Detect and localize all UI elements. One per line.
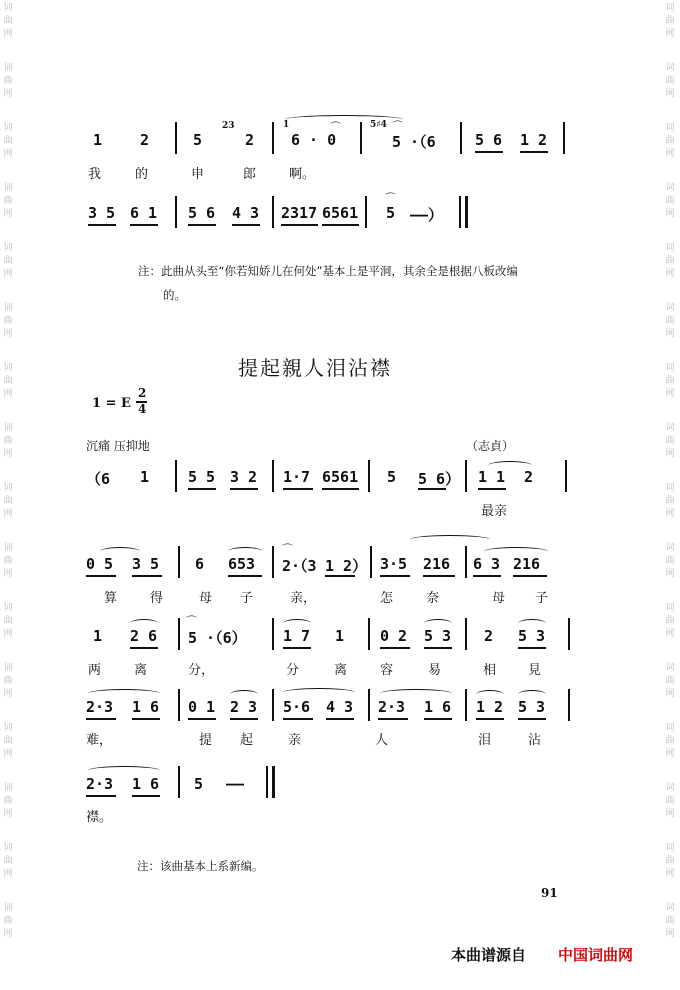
note: 5: [387, 468, 397, 486]
watermark-text: 词 曲 网: [665, 723, 675, 759]
watermark-text: 词 曲 网: [665, 783, 675, 819]
watermark-text: 词 曲 网: [665, 483, 675, 519]
barline: [175, 460, 177, 492]
watermark-text: 词 曲 网: [3, 543, 13, 579]
note: 3 5: [88, 204, 116, 222]
barline: [368, 460, 370, 492]
barline: [272, 546, 274, 578]
watermark-text: 词 曲 网: [3, 363, 13, 399]
underline: [424, 647, 452, 649]
song-title: 提起親人泪沾襟: [238, 356, 392, 380]
underline: [86, 718, 116, 720]
lyric: 的: [135, 167, 149, 182]
watermark-text: 词 曲 网: [665, 663, 675, 699]
note: 1 2: [520, 131, 548, 149]
watermark-text: 词 曲 网: [3, 483, 13, 519]
note: 0 5: [86, 555, 114, 573]
note: 653: [228, 555, 256, 573]
underline: [132, 718, 160, 720]
lyric: 郎: [243, 167, 257, 182]
slur: [424, 619, 452, 628]
lyric: 襟。: [86, 810, 113, 825]
underline: [86, 575, 116, 577]
slur: [518, 619, 546, 628]
note: 3 2: [230, 468, 258, 486]
note: 6: [195, 555, 205, 573]
underline: [281, 224, 318, 226]
watermark-text: 词 曲 网: [3, 663, 13, 699]
note: 1 6: [132, 775, 160, 793]
underline: [380, 575, 410, 577]
note: 5 6: [188, 204, 216, 222]
time-numerator: 2: [138, 386, 147, 400]
slur: [283, 688, 355, 697]
barline: [568, 689, 570, 721]
underline: [132, 795, 160, 797]
watermark-text: 词 曲 网: [3, 3, 13, 39]
barline: [272, 122, 274, 154]
note: 1: [335, 627, 345, 645]
watermark-text: 词 曲 网: [665, 183, 675, 219]
page-number: 91: [541, 886, 558, 900]
note: 6 1: [130, 204, 158, 222]
underline: [228, 575, 262, 577]
barline: [565, 460, 567, 492]
note: 5 5: [188, 468, 216, 486]
watermark-text: 词 曲 网: [3, 723, 13, 759]
underline: [378, 718, 408, 720]
barline: [368, 689, 370, 721]
fermata-icon: ⌒: [385, 192, 396, 205]
underline: [513, 575, 547, 577]
barline: [272, 196, 274, 228]
underline: [130, 647, 158, 649]
note: 5: [386, 204, 396, 222]
slur: [285, 115, 403, 124]
slur: [518, 690, 546, 699]
barline: [465, 618, 467, 650]
underline: [88, 224, 116, 226]
note: 1 6: [424, 698, 452, 716]
tempo-marking: 沉痛 压抑地: [86, 439, 150, 453]
watermark-text: 词 曲 网: [665, 903, 675, 939]
barline: [563, 122, 565, 154]
lyric: 我: [88, 167, 102, 182]
note: 2·3: [86, 775, 114, 793]
slur: [484, 547, 548, 556]
slur: [88, 766, 160, 775]
note: 5: [193, 131, 203, 149]
slur: [230, 690, 258, 699]
note: 216: [423, 555, 451, 573]
fermata-icon: ⌒: [392, 120, 403, 133]
note: 3·5: [380, 555, 408, 573]
fermata-icon: ⌒: [282, 543, 293, 556]
note: 2: [140, 131, 150, 149]
underline: [188, 718, 216, 720]
note: 1 1: [478, 468, 506, 486]
underline: [283, 488, 313, 490]
note: 1 2: [476, 698, 504, 716]
watermark-text: 词 曲 网: [3, 423, 13, 459]
note: ——: [226, 775, 245, 793]
watermark-text: 词 曲 网: [665, 243, 675, 279]
underline: [188, 488, 216, 490]
barline: [465, 460, 467, 492]
underline: [230, 488, 258, 490]
note: 2 6: [130, 627, 158, 645]
note: 1·7: [283, 468, 311, 486]
underline: [86, 795, 116, 797]
barline: [365, 196, 367, 228]
slur: [88, 689, 160, 698]
watermark-text: 词 曲 网: [3, 603, 13, 639]
underline: [518, 718, 546, 720]
watermark-text: 词 曲 网: [3, 63, 13, 99]
underline: [130, 224, 158, 226]
final-barline: [272, 766, 275, 798]
watermark-text: 词 曲 网: [665, 543, 675, 579]
note: 2: [524, 468, 534, 486]
underline: [418, 488, 446, 490]
watermark-text: 词 曲 网: [665, 303, 675, 339]
watermark-text: 词 曲 网: [665, 63, 675, 99]
barline: [178, 766, 180, 798]
lyric: 申: [191, 167, 205, 182]
slur: [410, 535, 490, 544]
note: 5·6: [283, 698, 311, 716]
fermata-icon: ⌒: [330, 121, 341, 134]
underline: [380, 647, 410, 649]
note: 6 · 0: [291, 131, 337, 149]
note: ——）: [410, 206, 444, 224]
lyric: 啊。: [289, 167, 316, 182]
underline: [283, 718, 313, 720]
note: 2·3: [86, 698, 114, 716]
singer-label: （志貞）: [466, 439, 515, 453]
underline: [423, 575, 455, 577]
barline: [360, 122, 362, 154]
barline: [370, 546, 372, 578]
final-barline: [465, 196, 468, 228]
note: 2·（3: [282, 557, 317, 575]
underline: [326, 718, 354, 720]
note: 5 6: [475, 131, 503, 149]
note: 1: [93, 627, 103, 645]
barline: [272, 618, 274, 650]
note: 6561: [322, 468, 359, 486]
underline: [322, 488, 359, 490]
note: 1: [93, 131, 103, 149]
underline: [476, 718, 504, 720]
barline: [266, 766, 268, 798]
note: 2 3: [230, 698, 258, 716]
note: 5: [194, 775, 204, 793]
note: 6 3: [473, 555, 501, 573]
barline: [459, 196, 461, 228]
underline: [424, 718, 452, 720]
note: 0 2: [380, 627, 408, 645]
note: （6: [86, 470, 111, 488]
watermark-text: 词 曲 网: [3, 783, 13, 819]
watermark-text: 词 曲 网: [3, 183, 13, 219]
footer-note: 注：该曲基本上系新编。: [137, 859, 264, 873]
note: 1 6: [132, 698, 160, 716]
grace-note: 5♯4: [370, 120, 387, 130]
note: 2: [484, 627, 494, 645]
watermark-text: 词 曲 网: [3, 843, 13, 879]
underline: [232, 224, 260, 226]
watermark-text: 词 曲 网: [665, 843, 675, 879]
watermark-text: 词 曲 网: [3, 243, 13, 279]
barline: [272, 689, 274, 721]
barline: [465, 689, 467, 721]
barline: [178, 546, 180, 578]
watermark-text: 词 曲 网: [665, 123, 675, 159]
barline: [178, 689, 180, 721]
slur: [380, 689, 452, 698]
barline: [272, 460, 274, 492]
fermata-icon: ⌒: [186, 615, 197, 628]
note: 1: [140, 468, 150, 486]
note: 5 ·（6）: [188, 629, 247, 647]
note: 4 3: [326, 698, 354, 716]
barline: [460, 122, 462, 154]
barline: [368, 618, 370, 650]
watermark-text: 词 曲 网: [3, 903, 13, 939]
slur: [476, 690, 504, 699]
watermark-text: 词 曲 网: [665, 363, 675, 399]
note: 1 2）: [325, 557, 368, 575]
barline: [465, 546, 467, 578]
underline: [132, 575, 162, 577]
grace-note: 23: [222, 121, 235, 131]
source-label: 本曲谱源自: [451, 946, 527, 964]
underline: [518, 647, 546, 649]
note: 2317: [281, 204, 318, 222]
note: 1 7: [283, 627, 311, 645]
note: 5 3: [424, 627, 452, 645]
watermark-text: 词 曲 网: [3, 303, 13, 339]
slur: [283, 619, 311, 628]
time-denominator: 4: [138, 402, 147, 416]
barline: [175, 122, 177, 154]
underline: [188, 224, 216, 226]
underline: [475, 151, 503, 153]
note: 216: [513, 555, 541, 573]
underline: [478, 488, 506, 490]
barline: [175, 196, 177, 228]
site-brand[interactable]: 中国词曲网: [558, 946, 634, 964]
watermark-text: 词 曲 网: [665, 603, 675, 639]
note: 2·3: [378, 698, 406, 716]
watermark-text: 词 曲 网: [665, 3, 675, 39]
slur: [130, 619, 158, 628]
grace-note: 1: [283, 120, 290, 130]
barline: [568, 618, 570, 650]
watermark-text: 词 曲 网: [3, 123, 13, 159]
note: 3 5: [132, 555, 160, 573]
note: 2: [245, 131, 255, 149]
lyric: 最亲: [481, 504, 508, 519]
underline: [230, 718, 258, 720]
note: 5 3: [518, 627, 546, 645]
slur: [228, 547, 262, 556]
note: 5 6）: [418, 470, 461, 488]
underline: [322, 224, 359, 226]
note: 5 3: [518, 698, 546, 716]
note: 5 ·（6: [392, 133, 436, 151]
note: 6561: [322, 204, 359, 222]
watermark-text: 词 曲 网: [665, 423, 675, 459]
underline: [473, 575, 501, 577]
barline: [178, 618, 180, 650]
underline: [325, 575, 355, 577]
underline: [520, 151, 548, 153]
note: 0 1: [188, 698, 216, 716]
underline: [283, 647, 311, 649]
note: 4 3: [232, 204, 260, 222]
